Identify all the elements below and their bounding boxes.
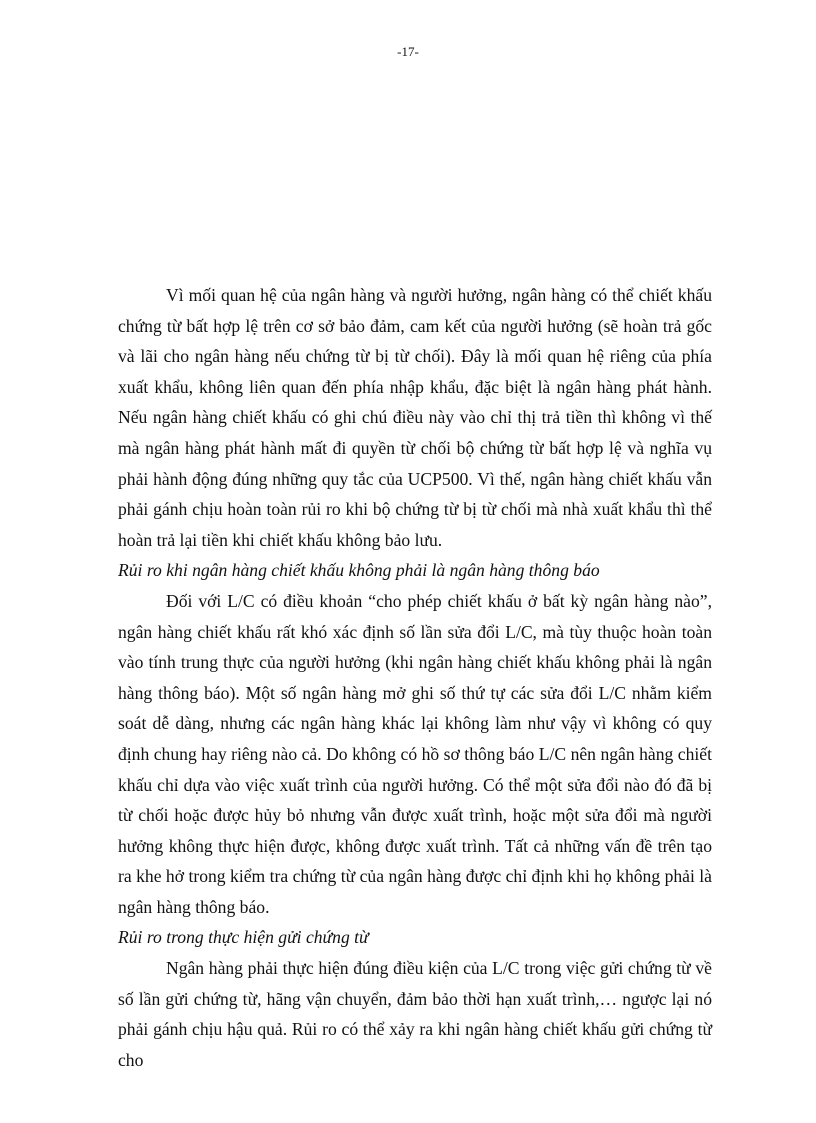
paragraph-discount-risk: Vì mối quan hệ của ngân hàng và người hưởng, ngân hàng có thể chiết khấu chứng từ bất hợp lệ trên cơ sở bảo đảm, cam kết của người hưởng (sẽ hoàn trả gốc và lãi cho ngân hàng nếu chứng từ bị từ chối). Đây là mối quan hệ riêng của phía xuất khẩu, không liên quan đến phía nhập khẩu, đặc biệt là ngân hàng phát hành. Nếu ngân hàng chiết khấu có ghi chú điều này vào chỉ thị trả tiền thì không vì thế mà ngân hàng phát hành mất đi quyền từ chối bộ chứng từ bất hợp lệ và nghĩa vụ phải hành động đúng những quy tắc của UCP500. Vì thế, ngân hàng chiết khấu vẫn phải gánh chịu hoàn toàn rủi ro khi bộ chứng từ bị từ chối mà nhà xuất khẩu thì thể hoàn trả lại tiền khi chiết khấu không bảo lưu. (118, 285, 712, 550)
paragraph-sending-documents: Ngân hàng phải thực hiện đúng điều kiện của L/C trong việc gửi chứng từ về số lần gửi chứng từ, hãng vận chuyển, đảm bảo thời hạn xuất trình,… ngược lại nó phải gánh chịu hậu quả. Rủi ro có thể xảy ra khi ngân hàng chiết khấu gửi chứng từ cho (118, 958, 712, 1070)
section-heading-sending-documents: Rủi ro trong thực hiện gửi chứng từ (118, 927, 369, 948)
section-heading-not-advising-bank: Rủi ro khi ngân hàng chiết khấu không phải là ngân hàng thông báo (118, 560, 600, 581)
document-body (118, 280, 712, 1075)
page-number: -17- (397, 44, 419, 59)
paragraph-amendment-risk: Đối với L/C có điều khoản “cho phép chiết khấu ở bất kỳ ngân hàng nào”, ngân hàng chiết khấu rất khó xác định số lần sửa đổi L/C, mà tùy thuộc hoàn toàn vào tính trung thực của người hưởng (khi ngân hàng chiết khấu không phải là ngân hàng thông báo). Một số ngân hàng mở ghi số thứ tự các sửa đổi L/C nhằm kiểm soát dễ dàng, nhưng các ngân hàng khác lại không làm như vậy vì không có quy định chung hay riêng nào cả. Do không có hồ sơ thông báo L/C nên ngân hàng chiết khấu chỉ dựa vào việc xuất trình của người hưởng. Có thể một sửa đổi nào đó đã bị từ chối hoặc được hủy bỏ nhưng vẫn được xuất trình, hoặc một sửa đổi mà người hưởng không thực hiện được, không được xuất trình. Tất cả những vấn đề trên tạo ra khe hở trong kiểm tra chứng từ của ngân hàng được chỉ định khi họ không phải là ngân hàng thông báo. (118, 590, 712, 917)
